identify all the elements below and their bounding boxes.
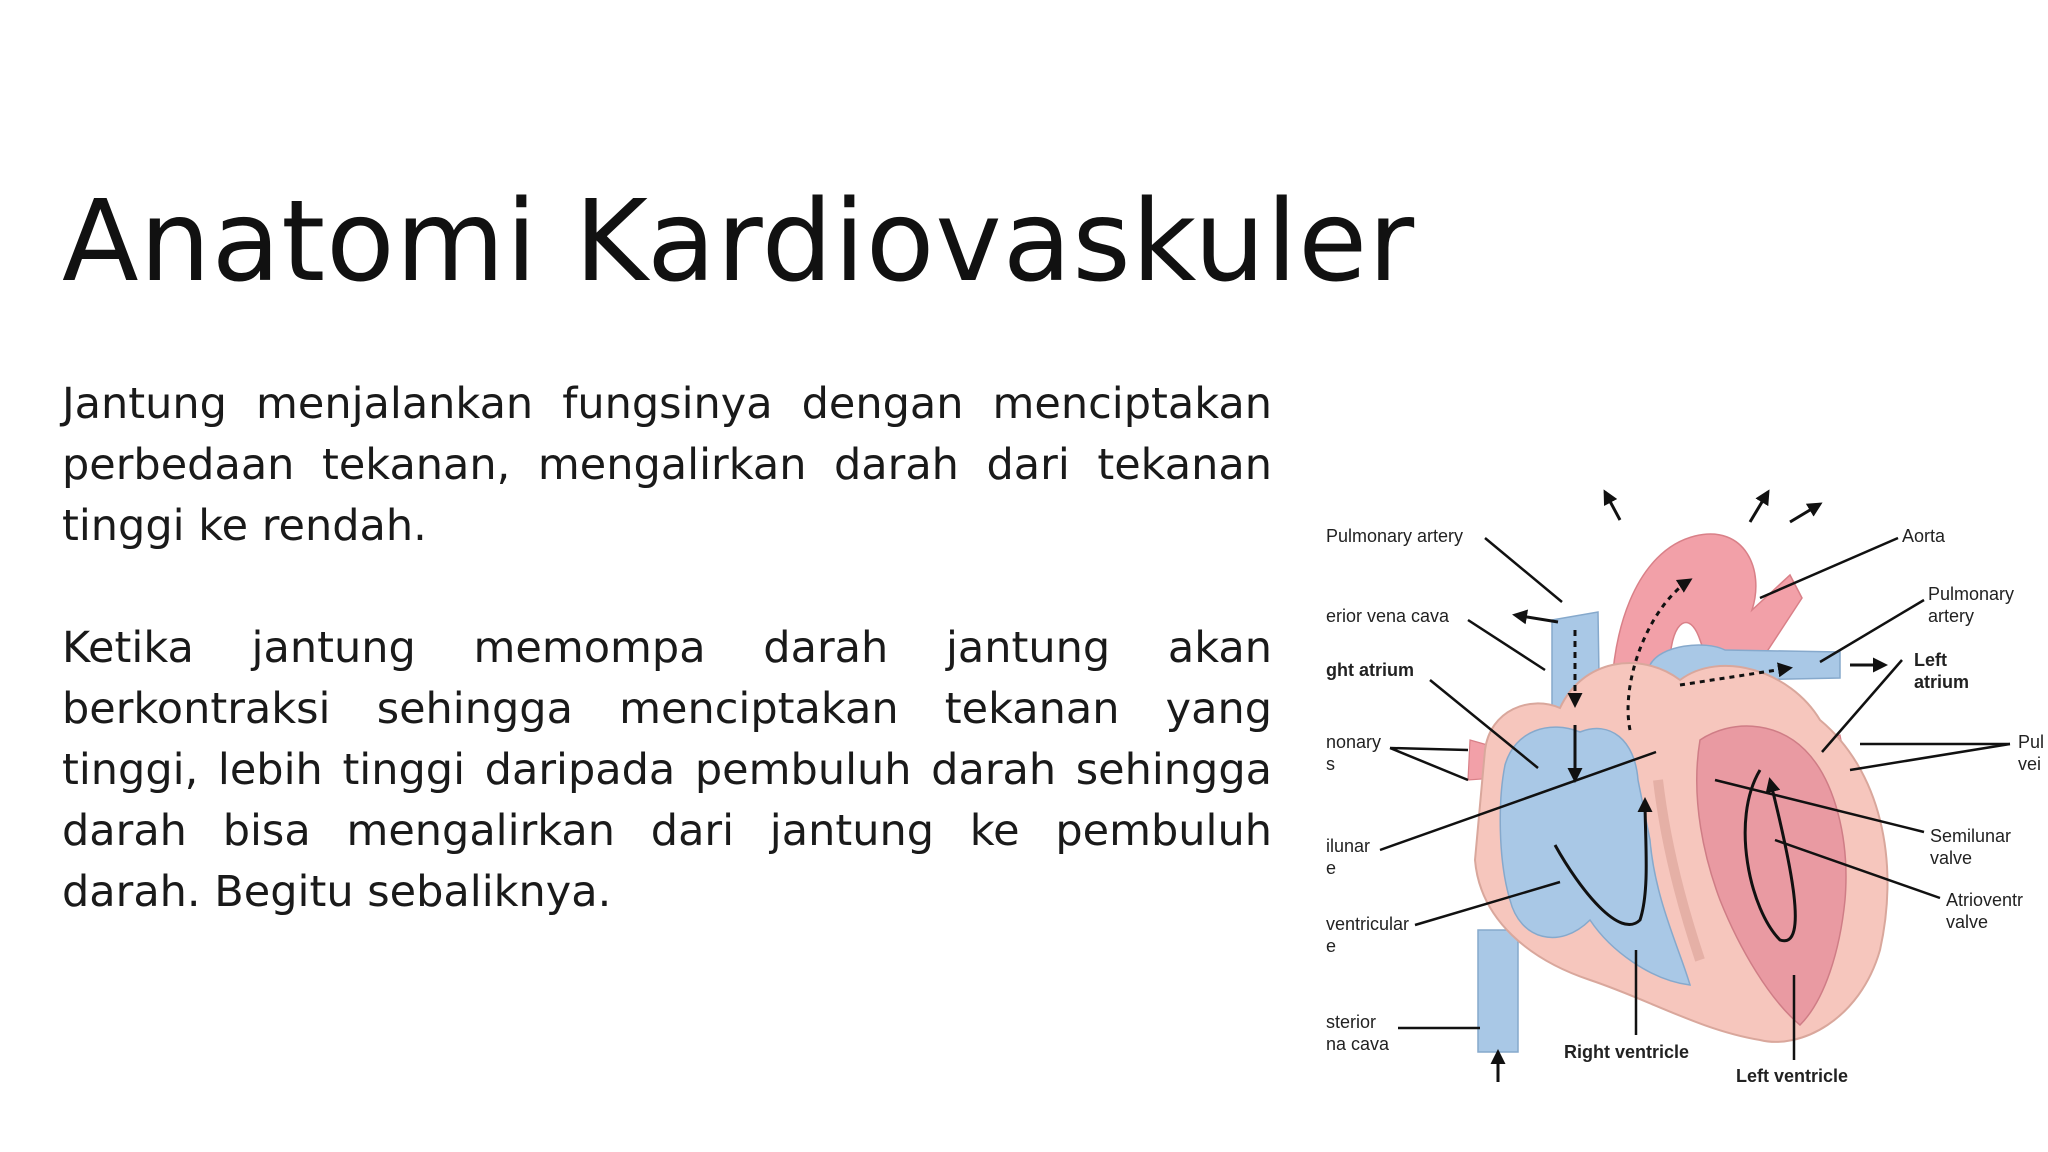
heart-diagram (1320, 480, 2048, 1090)
label-pulmonary-artery-right-2: artery (1928, 606, 1975, 626)
label-pulmonary-veins-right-2: vei (2018, 754, 2042, 774)
label-left-atrium-1: Left (1914, 650, 1947, 670)
label-pulmonary-veins-right-1: Pul (2018, 732, 2045, 752)
label-left-atrium-2: atrium (1914, 672, 1970, 692)
slide-title: Anatomi Kardiovaskuler (62, 177, 1416, 307)
label-semilunar-valve-left-1: ilunar (1326, 836, 1371, 856)
flow-arrow-aorta-top3 (1790, 504, 1820, 522)
body-text (62, 374, 1272, 923)
label-av-valve-right-1: Atrioventr (1946, 890, 2024, 910)
label-inferior-vena-cava-2: na cava (1326, 1034, 1390, 1054)
label-inferior-vena-cava-1: sterior (1326, 1012, 1377, 1032)
label-pulmonary-veins-left-2: s (1326, 754, 1335, 774)
flow-arrow-aorta-top2 (1750, 492, 1768, 522)
label-semilunar-valve-right-1: Semilunar (1930, 826, 2012, 846)
label-av-valve-left-1: ventricular (1326, 914, 1410, 934)
label-pulmonary-artery-left: Pulmonary artery (1326, 526, 1464, 546)
label-av-valve-right-2: valve (1946, 912, 1989, 932)
label-left-ventricle: Left ventricle (1736, 1066, 1849, 1086)
flow-arrow-aorta-top1 (1605, 492, 1620, 520)
label-aorta: Aorta (1902, 526, 1946, 546)
flow-arrow-svc-left (1515, 615, 1558, 622)
label-av-valve-left-2: e (1326, 936, 1337, 956)
label-pulmonary-veins-left-1: nonary (1326, 732, 1382, 752)
label-right-ventricle: Right ventricle (1564, 1042, 1690, 1062)
inferior-vena-cava-shape (1478, 930, 1518, 1052)
paragraph-pressure: Jantung menjalankan fungsinya dengan menciptakan perbedaan tekanan, mengalirkan darah dari tekanan tinggi ke rendah. (62, 379, 1272, 551)
heart-anatomy-figure (1320, 480, 2048, 1090)
label-semilunar-valve-left-2: e (1326, 858, 1337, 878)
label-right-atrium: ght atrium (1326, 660, 1414, 680)
label-semilunar-valve-right-2: valve (1930, 848, 1973, 868)
paragraph-contraction: Ketika jantung memompa darah jantung akan berkontraksi sehingga menciptakan tekanan yang tinggi, lebih tinggi daripada pembuluh darah sehingga darah bisa mengalirkan dari jantung ke pembuluh darah. Begitu sebaliknya. (62, 623, 1272, 917)
label-superior-vena-cava: erior vena cava (1326, 606, 1450, 626)
label-pulmonary-artery-right-1: Pulmonary (1928, 584, 2015, 604)
